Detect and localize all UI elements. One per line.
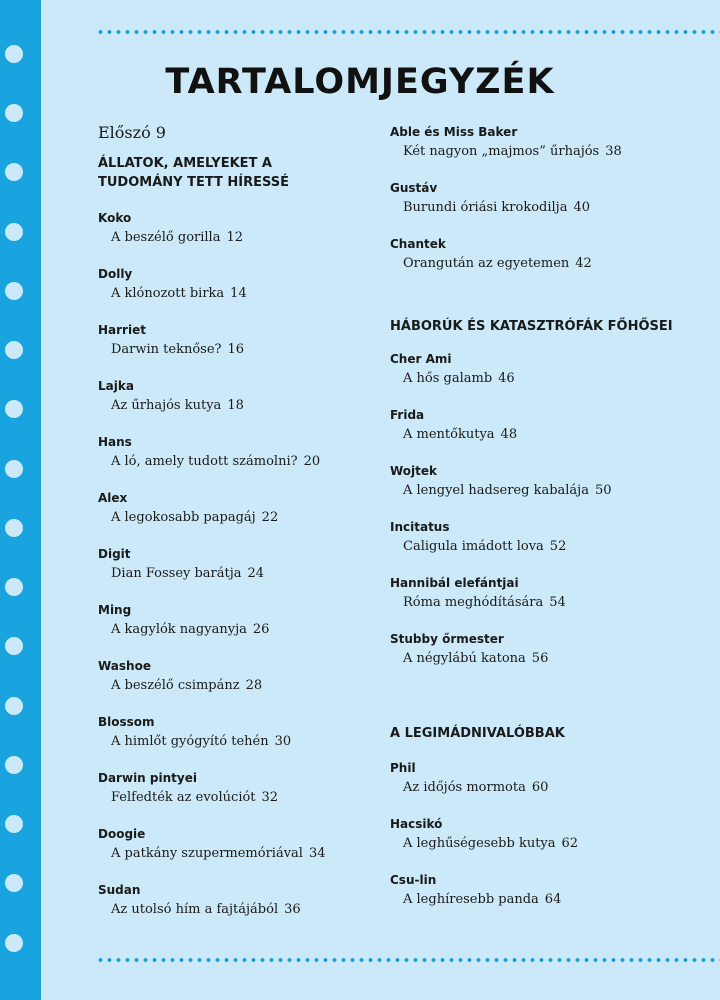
toc-list-right-1 <box>390 124 710 292</box>
binder-hole <box>5 874 23 892</box>
page-title: TARTALOMJEGYZÉK <box>165 62 555 102</box>
entry-page-number: 16 <box>227 342 245 357</box>
section-heading-adorable: A LEGIMÁDNIVALÓBBAK <box>390 726 565 741</box>
entry-page-number: 26 <box>252 622 270 637</box>
entry-title: A klónozott birka <box>111 286 225 301</box>
toc-entry <box>98 378 358 434</box>
entry-subtitle-line <box>98 731 358 753</box>
entry-subtitle-line <box>390 889 710 911</box>
entry-page-number: 52 <box>549 539 567 554</box>
entry-subtitle-line <box>390 480 710 502</box>
binder-hole <box>5 341 23 359</box>
toc-entry <box>390 872 710 928</box>
entry-animal-name: Frida <box>390 408 425 422</box>
toc-entry <box>390 351 710 407</box>
right-column <box>390 124 710 928</box>
entry-title: Caligula imádott lova <box>403 539 544 554</box>
entry-title: A kagylók nagyanyja <box>111 622 247 637</box>
entry-title: A leghíresebb panda <box>403 892 539 907</box>
toc-list-left <box>98 210 358 938</box>
entry-animal-name: Darwin pintyei <box>98 771 197 785</box>
entry-subtitle-line <box>98 339 358 361</box>
binder-hole <box>5 934 23 952</box>
entry-page-number: 42 <box>575 256 592 271</box>
toc-entry <box>98 210 358 266</box>
entry-animal-name: Ming <box>98 603 132 617</box>
toc-entry <box>390 760 710 816</box>
toc-entry <box>390 407 710 463</box>
entry-page-number: 38 <box>605 144 622 159</box>
toc-entry <box>98 602 358 658</box>
entry-subtitle-line <box>390 536 710 558</box>
entry-page-number: 14 <box>230 286 247 301</box>
entry-animal-name: Phil <box>390 761 416 775</box>
entry-page-number: 48 <box>500 427 518 442</box>
toc-entry <box>98 546 358 602</box>
toc-entry <box>390 236 710 292</box>
entry-subtitle-line <box>390 368 710 390</box>
toc-entry <box>98 770 358 826</box>
entry-subtitle-line <box>390 424 710 446</box>
entry-page-number: 46 <box>498 371 515 386</box>
entry-title: A himlőt gyógyító tehén <box>111 734 269 749</box>
entry-animal-name: Cher Ami <box>390 352 452 366</box>
entry-subtitle-line <box>390 648 710 670</box>
toc-entry <box>390 519 710 575</box>
entry-page-number: 20 <box>303 454 321 469</box>
binder-hole <box>5 282 23 300</box>
entry-animal-name: Washoe <box>98 659 151 673</box>
entry-subtitle-line <box>98 563 358 585</box>
entry-page-number: 56 <box>531 651 549 666</box>
toc-entry <box>390 463 710 519</box>
entry-page-number: 36 <box>284 902 301 917</box>
section-heading-animals-science: ÁLLATOK, AMELYEKET A TUDOMÁNY TETT HÍRESSÉ <box>98 156 290 190</box>
entry-title: Dian Fossey barátja <box>111 566 242 581</box>
toc-entry <box>98 266 358 322</box>
entry-title: Burundi óriási krokodilja <box>403 200 568 215</box>
entry-animal-name: Koko <box>98 211 132 225</box>
entry-title: A patkány szupermemóriával <box>111 846 303 861</box>
entry-subtitle-line <box>98 283 358 305</box>
entry-title: A legokosabb papagáj <box>111 510 256 525</box>
top-dotted-line <box>96 30 720 34</box>
entry-animal-name: Blossom <box>98 715 155 729</box>
entry-title: Felfedték az evolúciót <box>111 790 256 805</box>
entry-animal-name: Incitatus <box>390 520 450 534</box>
entry-animal-name: Sudan <box>98 883 141 897</box>
preface-entry: Előszó 9 <box>98 123 166 142</box>
binder-hole <box>5 756 23 774</box>
bottom-dotted-line <box>96 958 720 962</box>
toc-list-right-2 <box>390 351 710 687</box>
entry-title: Orangután az egyetemen <box>403 256 570 271</box>
toc-entry <box>390 124 710 180</box>
binder-hole <box>5 45 23 63</box>
entry-subtitle-line <box>390 141 710 163</box>
toc-list-right-3 <box>390 760 710 928</box>
toc-entry <box>390 631 710 687</box>
entry-subtitle-line <box>98 507 358 529</box>
entry-subtitle-line <box>98 395 358 417</box>
binder-hole <box>5 460 23 478</box>
binder-hole <box>5 697 23 715</box>
entry-title: Az időjós mormota <box>403 780 526 795</box>
toc-entry <box>390 816 710 872</box>
entry-subtitle-line <box>390 592 710 614</box>
entry-animal-name: Hannibál elefántjai <box>390 576 519 590</box>
entry-subtitle-line <box>390 197 710 219</box>
entry-page-number: 18 <box>227 398 244 413</box>
entry-title: Darwin teknőse? <box>111 342 222 357</box>
entry-page-number: 40 <box>573 200 590 215</box>
binder-hole <box>5 815 23 833</box>
binder-hole <box>5 519 23 537</box>
entry-subtitle-line <box>98 787 358 809</box>
left-column <box>98 120 358 938</box>
toc-entry <box>98 826 358 882</box>
entry-page-number: 32 <box>261 790 279 805</box>
entry-animal-name: Digit <box>98 547 131 561</box>
entry-subtitle-line <box>98 899 358 921</box>
entry-animal-name: Csu-lin <box>390 873 437 887</box>
entry-animal-name: Lajka <box>98 379 134 393</box>
binder-strip <box>0 0 41 1000</box>
entry-title: A ló, amely tudott számolni? <box>111 454 298 469</box>
entry-page-number: 34 <box>308 846 326 861</box>
binder-hole <box>5 104 23 122</box>
entry-subtitle-line <box>390 253 710 275</box>
entry-animal-name: Dolly <box>98 267 133 281</box>
entry-subtitle-line <box>98 619 358 641</box>
entry-animal-name: Wojtek <box>390 464 438 478</box>
entry-page-number: 60 <box>531 780 549 795</box>
toc-entry <box>98 490 358 546</box>
entry-subtitle-line <box>98 451 358 473</box>
entry-subtitle-line <box>390 777 710 799</box>
toc-entry <box>98 714 358 770</box>
section-heading-war-heroes: HÁBORÚK ÉS KATASZTRÓFÁK FŐHŐSEI <box>390 319 673 334</box>
toc-entry <box>98 658 358 714</box>
entry-title: Róma meghódítására <box>403 595 544 610</box>
entry-animal-name: Alex <box>98 491 128 505</box>
binder-hole <box>5 637 23 655</box>
entry-title: Két nagyon „majmos” űrhajós <box>403 144 600 159</box>
entry-title: Az utolsó hím a fajtájából <box>111 902 279 917</box>
entry-title: A lengyel hadsereg kabalája <box>403 483 589 498</box>
entry-animal-name: Harriet <box>98 323 146 337</box>
entry-title: A beszélő csimpánz <box>111 678 240 693</box>
entry-page-number: 64 <box>544 892 562 907</box>
binder-hole <box>5 578 23 596</box>
entry-page-number: 62 <box>561 836 579 851</box>
binder-hole <box>5 163 23 181</box>
entry-animal-name: Doogie <box>98 827 146 841</box>
entry-animal-name: Stubby őrmester <box>390 632 504 646</box>
entry-subtitle-line <box>98 843 358 865</box>
binder-hole <box>5 223 23 241</box>
entry-subtitle-line <box>98 227 358 249</box>
entry-page-number: 12 <box>226 230 243 245</box>
entry-animal-name: Hans <box>98 435 132 449</box>
entry-page-number: 54 <box>549 595 566 610</box>
entry-animal-name: Gustáv <box>390 181 438 195</box>
entry-animal-name: Hacsikó <box>390 817 443 831</box>
entry-title: A leghűségesebb kutya <box>403 836 556 851</box>
toc-entry <box>98 322 358 378</box>
entry-animal-name: Chantek <box>390 237 446 251</box>
entry-title: A hős galamb <box>403 371 493 386</box>
toc-entry <box>98 882 358 938</box>
entry-page-number: 30 <box>274 734 292 749</box>
toc-entry <box>98 434 358 490</box>
toc-entry <box>390 575 710 631</box>
entry-page-number: 50 <box>594 483 612 498</box>
binder-hole <box>5 400 23 418</box>
entry-subtitle-line <box>98 675 358 697</box>
entry-title: A mentőkutya <box>403 427 495 442</box>
entry-page-number: 24 <box>247 566 265 581</box>
entry-title: A négylábú katona <box>403 651 526 666</box>
toc-entry <box>390 180 710 236</box>
entry-subtitle-line <box>390 833 710 855</box>
entry-page-number: 22 <box>261 510 279 525</box>
entry-page-number: 28 <box>245 678 263 693</box>
entry-title: Az űrhajós kutya <box>111 398 222 413</box>
entry-title: A beszélő gorilla <box>111 230 221 245</box>
entry-animal-name: Able és Miss Baker <box>390 125 518 139</box>
